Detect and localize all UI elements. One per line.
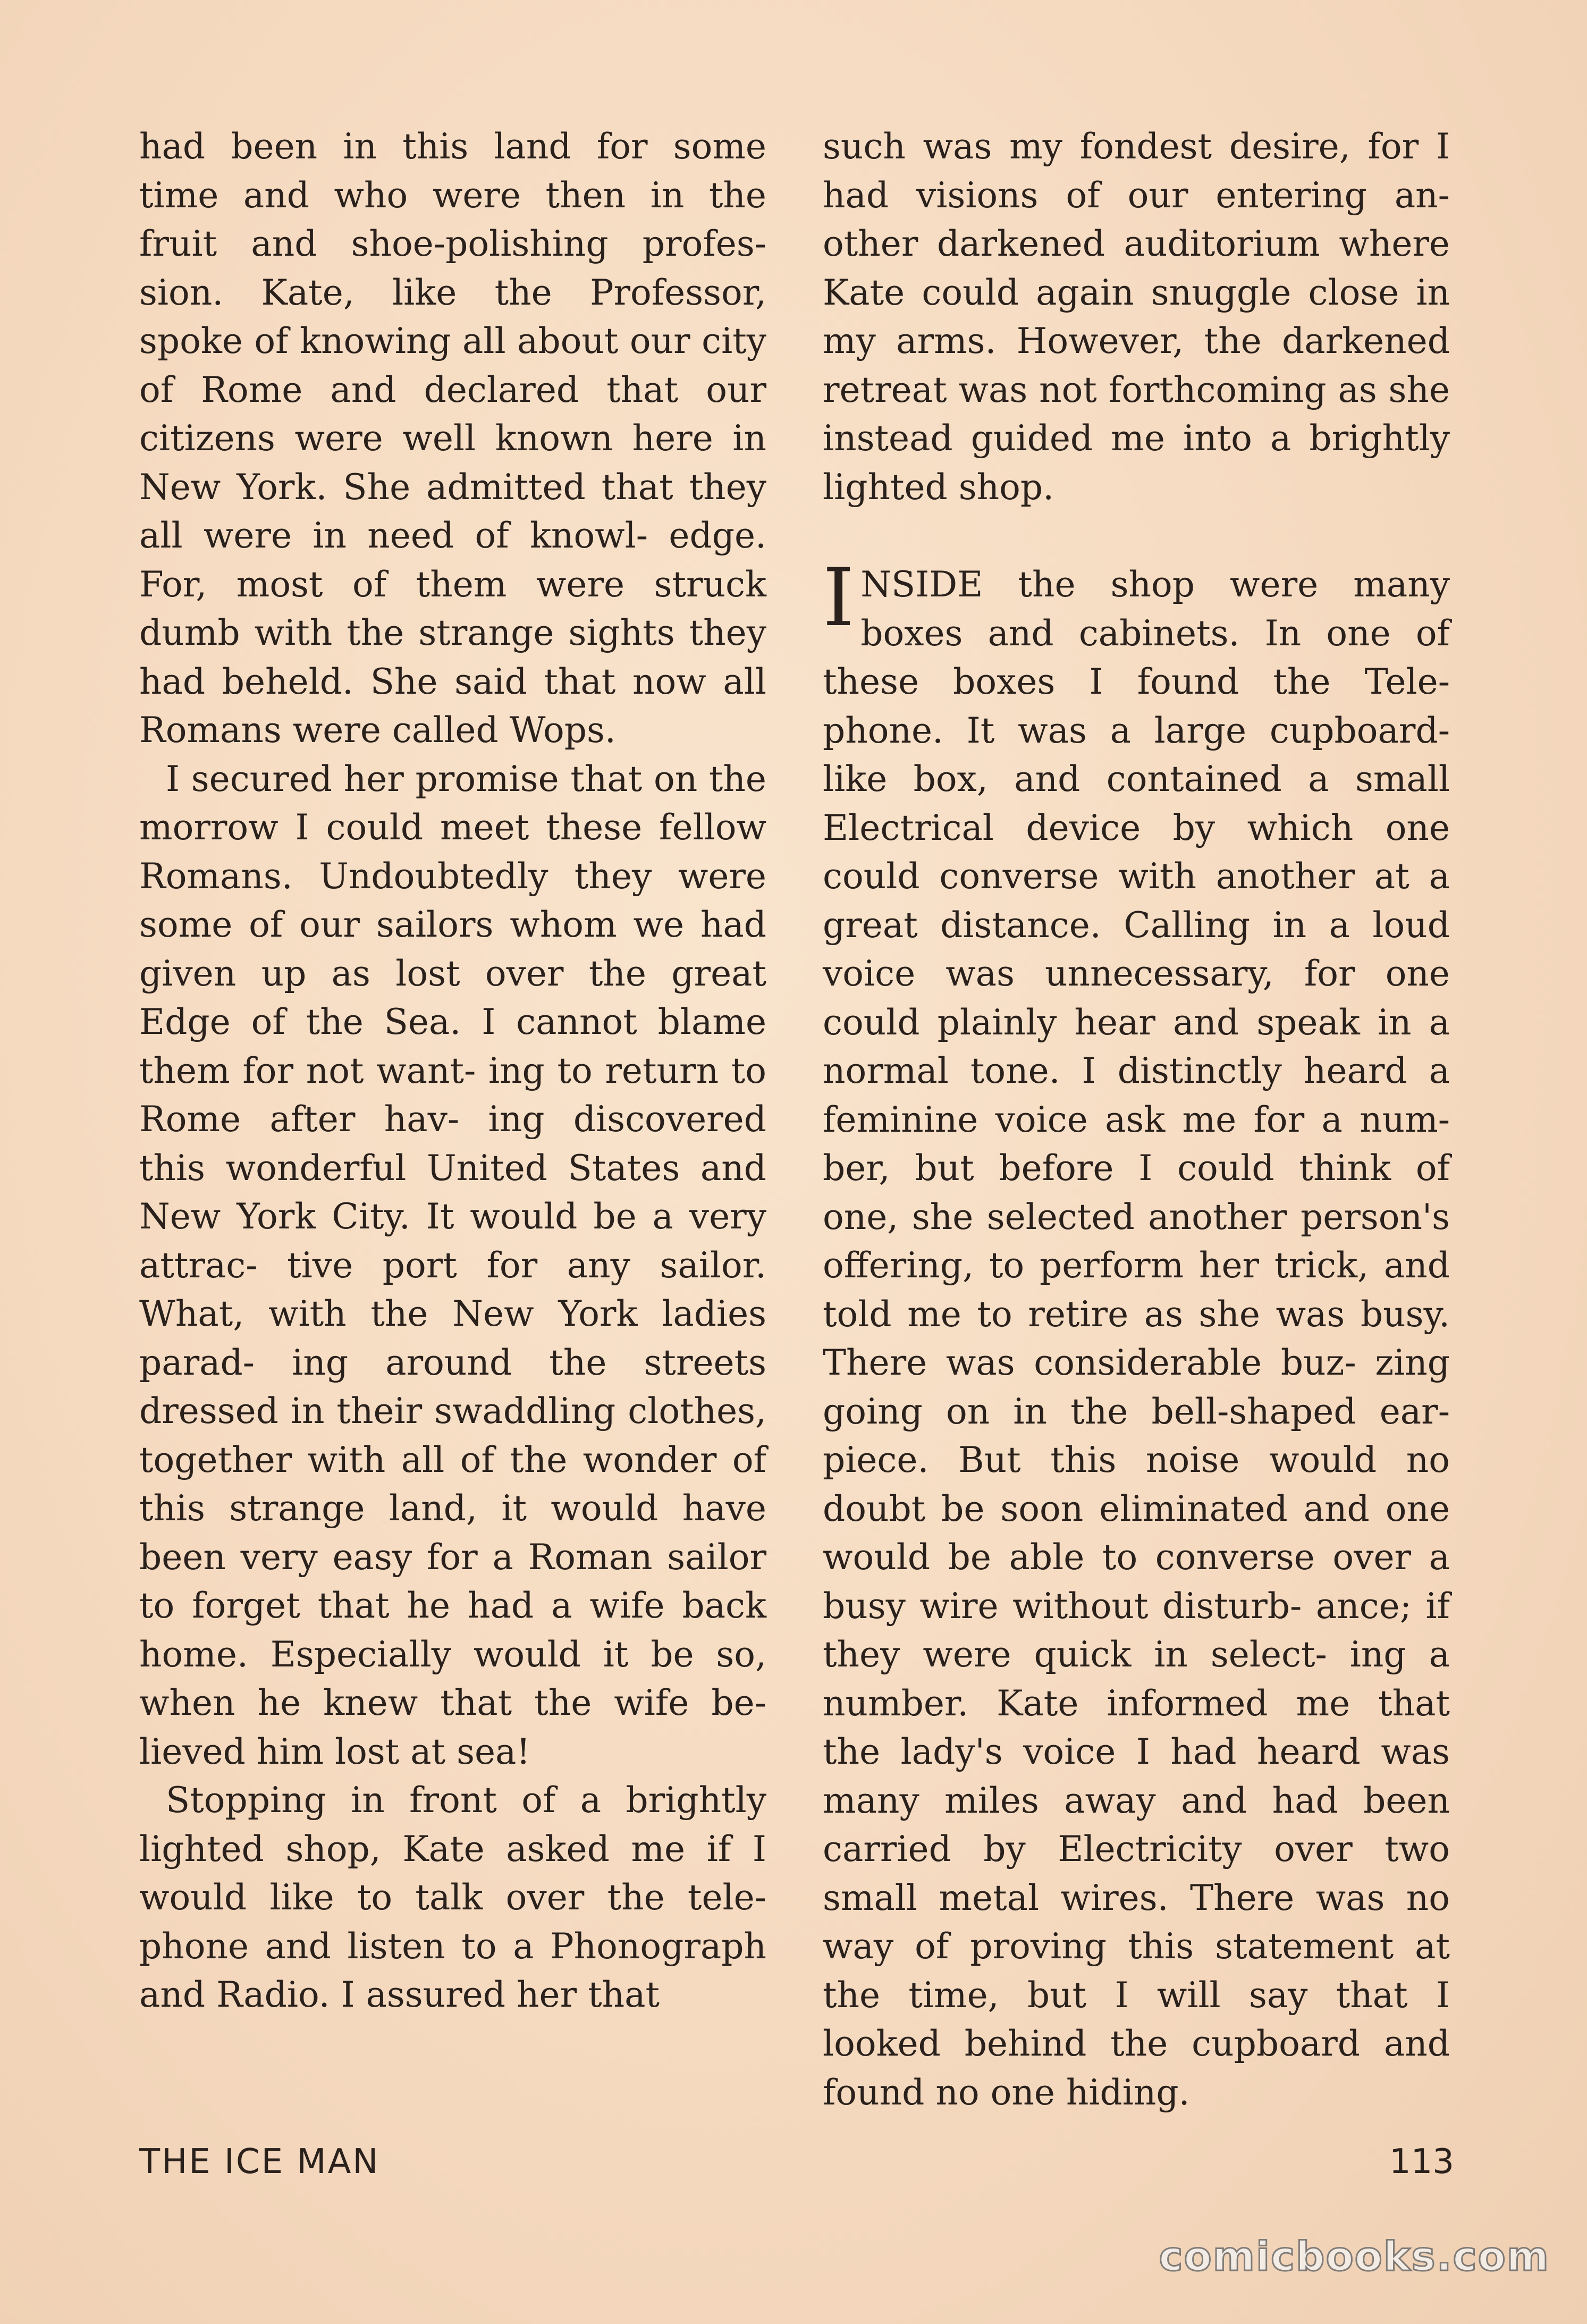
page-number: 113 — [1389, 2142, 1454, 2182]
drop-cap: I — [823, 552, 855, 644]
paragraph-with-dropcap — [823, 552, 1450, 2117]
left-text-column — [139, 122, 766, 2019]
paragraph: I secured her promise that on the morrow I could meet these fellow Romans. Undoubtedly they were some of our sailors whom we had given up as lost over the great Edge of the Sea. I cannot blame them for not want- ing to return to Rome after hav- ing discovered this wonderful United States and New York City. It would be a very attrac- tive port for any sailor. What, with the New York ladies parad- ing around the streets dressed in their swaddling clothes, together with all of the wonder of this strange land, it would have been very easy for a Roman sailor to forget that he had a wife back home. Especially would it be so, when he knew that the wife be- lieved him lost at sea! — [139, 758, 766, 1772]
watermark: comicbooks.com — [1159, 2233, 1550, 2280]
paragraph-text: NSIDE the shop were many boxes and cabinets. In one of these boxes I found the Tele- phone. It was a large cupboard- like box, and contained a small Electrical device by which one could converse with another at a great distance. Calling in a loud voice was unnecessary, for one could plainly hear and speak in a normal tone. I distinctly heard a feminine voice ask me for a num- ber, but before I could think of one, she selected another person's offering, to perform her trick, and told me to retire as she was busy. There was considerable buz- zing going on in the bell-shaped ear-piece. But this noise would no doubt be soon eliminated and one would be able to converse over a busy wire without disturb- ance; if they were quick in select- ing a number. Kate informed me that the lady's voice I had heard was many miles away and had been carried by Electricity over two small metal wires. There was no way of proving this statement at the time, but I will say that I looked behind the cupboard and found no one hiding. — [823, 564, 1450, 2113]
right-text-column — [823, 122, 1450, 2117]
paragraph: had been in this land for some time and who were then in the fruit and shoe-polishing profes- sion. Kate, like the Professor, spoke of knowing all about our city of Rome and declared that our citizens were well known here in New York. She admitted that they all were in need of knowl- edge. For, most of them were struck dumb with the strange sights they had beheld. She said that now all Romans were called Wops. — [139, 126, 766, 751]
paragraph: Stopping in front of a brightly lighted shop, Kate asked me if I would like to talk over the tele- phone and listen to a Phonograph and Radio. I assured her that — [139, 1780, 766, 2015]
running-footer-title: THE ICE MAN — [139, 2142, 380, 2182]
section-break — [823, 511, 1450, 560]
paragraph: such was my fondest desire, for I had visions of our entering an- other darkened auditorium where Kate could again snuggle close in my arms. However, the darkened retreat was not forthcoming as she instead guided me into a brightly lighted shop. — [823, 126, 1450, 508]
